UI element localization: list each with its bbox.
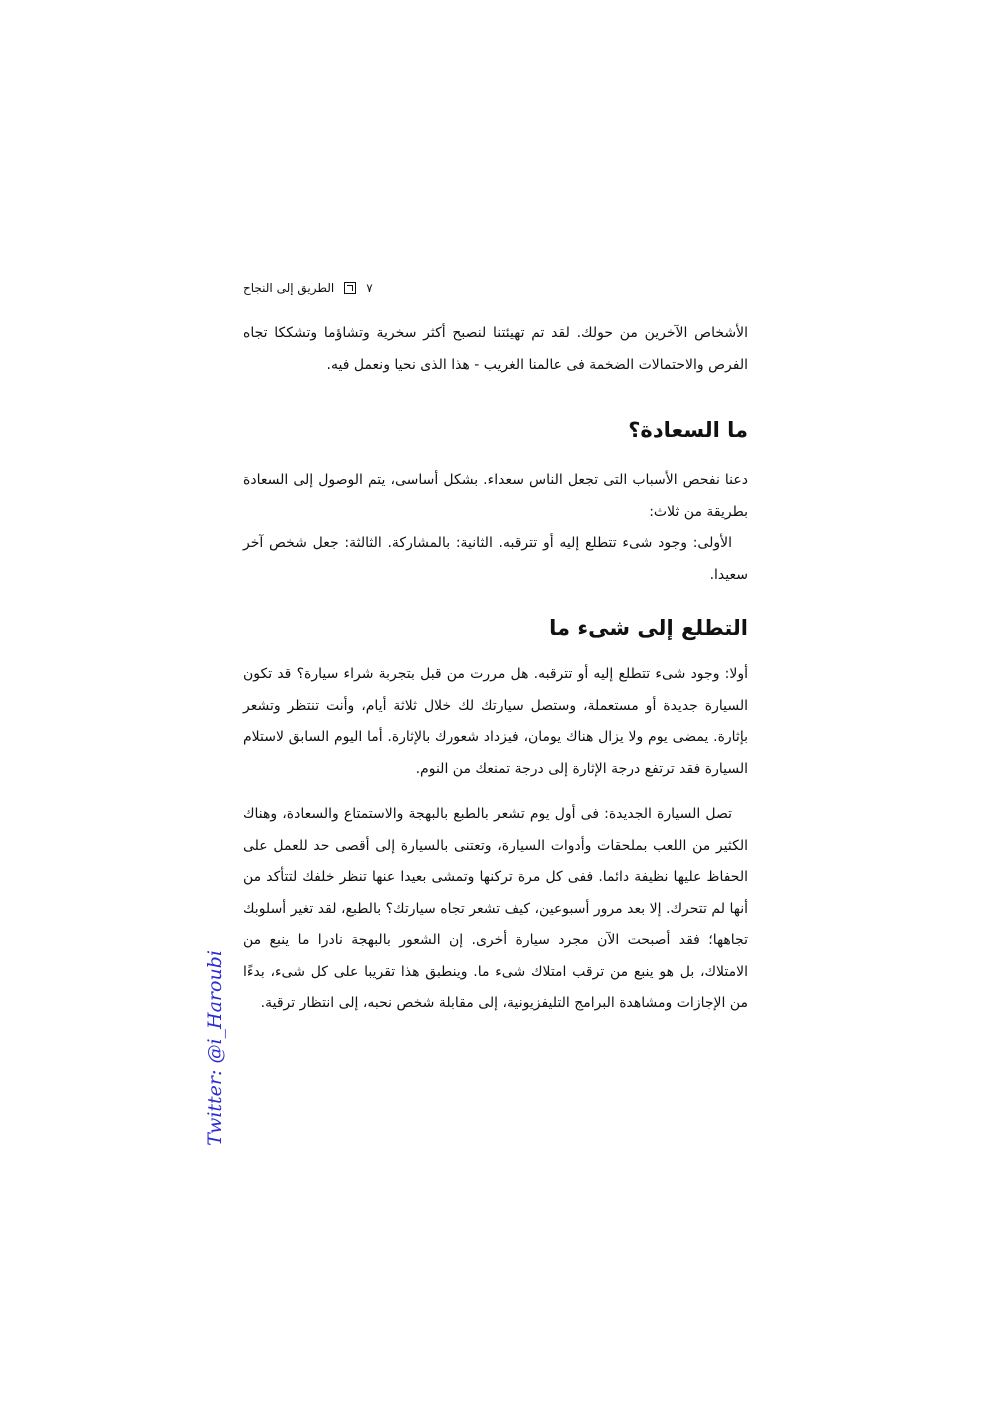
watermark-text: Twitter: @i_Haroubi <box>204 949 226 1146</box>
section-heading-aspiring: التطلع إلى شىء ما <box>549 616 748 640</box>
page-content <box>243 318 748 1020</box>
page-number: ٧ <box>366 281 373 295</box>
running-title: الطريق إلى النجاح <box>243 281 335 295</box>
intro-paragraph: الأشخاص الآخرين من حولك. لقد تم تهيئتنا لنصبح أكثر سخرية وتشاؤما وتشككا تجاه الفرص والاحتمالات الضخمة فى عالمنا الغريب - هذا الذى نحيا ونعمل فيه. <box>243 325 748 373</box>
section-heading-happiness: ما السعادة؟ <box>628 418 748 442</box>
paragraph: تصل السيارة الجديدة: فى أول يوم تشعر بالطبع بالبهجة والاستمتاع والسعادة، وهناك الكثير من اللعب بملحقات وأدوات السيارة، وتعتنى بالسيارة إلى أقصى حد للعمل على الحفاظ عليها نظيفة دائما. ففى كل مرة تركنها وتمشى بعيدا عنها تنظر خلفك لتتأكد من أنها لم تتحرك. إلا بعد مرور أسبوعين، كيف تشعر تجاه سيارتك؟ بالطبع، لقد تغير أسلوبك تجاهها؛ فقد أصبحت الآن مجرد سيارة أخرى. إن الشعور بالبهجة نادرا ما ينبع من الامتلاك، بل هو ينبع من ترقب امتلاك شىء ما. وينطبق هذا تقريبا على كل شىء، بدءًا من الإجازات ومشاهدة البرامج التليفزيونية، إلى مقابلة شخص نحبه، إلى انتظار ترقية. <box>243 806 748 1011</box>
paragraph: الأولى: وجود شىء تتطلع إليه أو تترقبه. الثانية: بالمشاركة. الثالثة: جعل شخص آخر سعيدا. <box>243 535 748 583</box>
chapter-ornament-icon <box>344 282 356 294</box>
running-header <box>243 278 393 298</box>
paragraph: أولا: وجود شىء تتطلع إليه أو تترقبه. هل مررت من قبل بتجربة شراء سيارة؟ قد تكون السيارة جديدة أو مستعملة، وستصل سيارتك لك خلال ثلاثة أيام، وأنت تنتظر وتشعر بإثارة. يمضى يوم ولا يزال هناك يومان، فيزداد شعورك بالإثارة. أما اليوم السابق لاستلام السيارة فقد ترتفع درجة الإثارة إلى درجة تمنعك من النوم. <box>243 666 748 777</box>
paragraph: دعنا نفحص الأسباب التى تجعل الناس سعداء. بشكل أساسى، يتم الوصول إلى السعادة بطريقة من ثلاث: <box>243 472 748 520</box>
twitter-watermark <box>203 940 227 1155</box>
